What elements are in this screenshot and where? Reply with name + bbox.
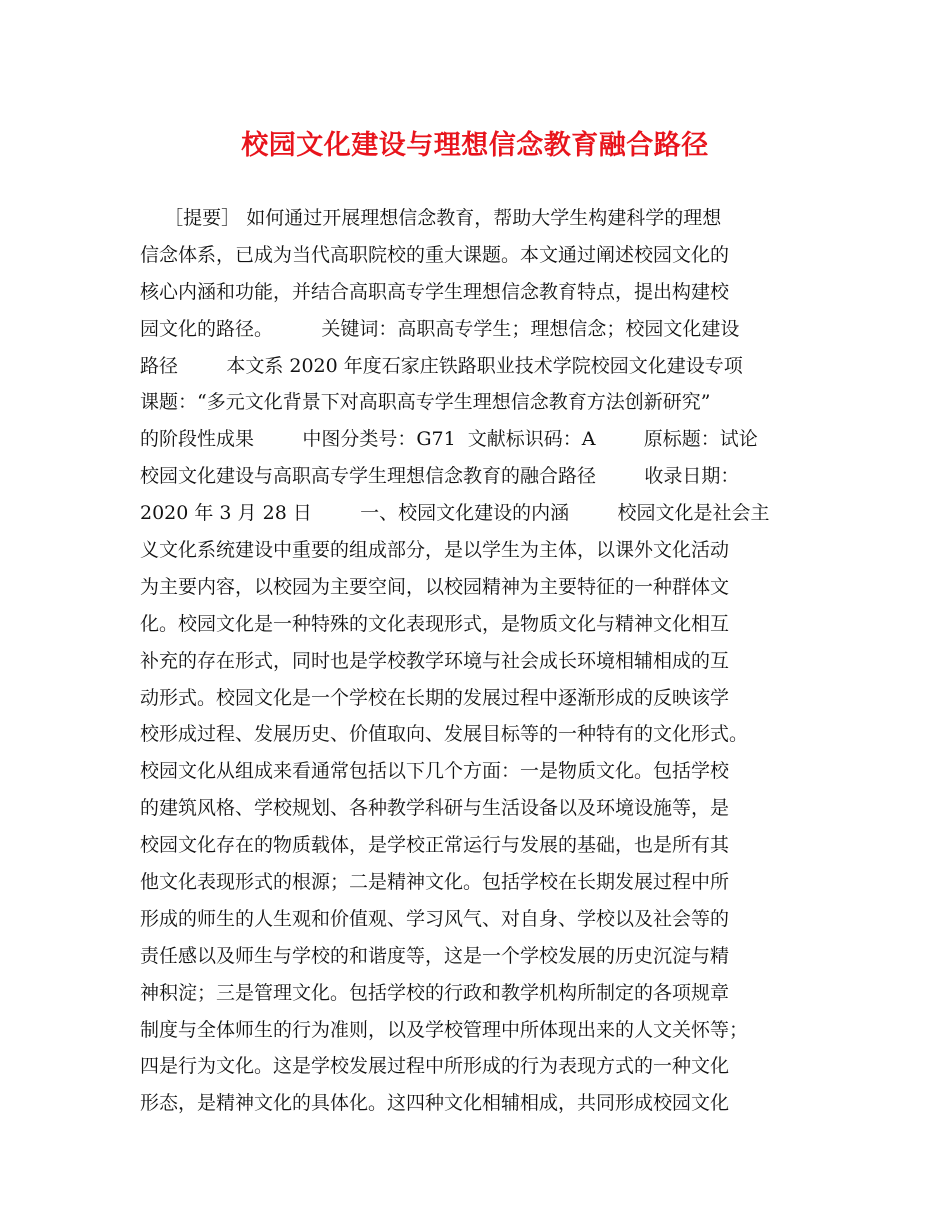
body-line: 四是行为文化。这是学校发展过程中所形成的行为表现方式的一种文化 [140,1055,730,1078]
document-body [140,200,820,1122]
body-line: ［提要］ 如何通过开展理想信念教育，帮助大学生构建科学的理想 [140,207,722,229]
body-line: 义文化系统建设中重要的组成部分，是以学生为主体，以课外文化活动 [140,539,730,562]
body-line: 动形式。校园文化是一个学校在长期的发展过程中逐渐形成的反映该学 [140,686,730,709]
body-line: 校园文化从组成来看通常包括以下几个方面：一是物质文化。包括学校 [140,760,730,783]
body-line: 的阶段性成果 中图分类号：G71 文献标识码：A 原标题：试论 [140,428,758,451]
body-line: 责任感以及师生与学校的和谐度等，这是一个学校发展的历史沉淀与精 [140,944,730,967]
body-line: 补充的存在形式，同时也是学校教学环境与社会成长环境相辅相成的互 [140,649,730,672]
body-line: 信念体系，已成为当代高职院校的重大课题。本文通过阐述校园文化的 [140,243,730,266]
body-line: 形成的师生的人生观和价值观、学习风气、对自身、学校以及社会等的 [140,907,730,930]
body-line: 园文化的路径。 关键词：高职高专学生；理想信念；校园文化建设 [140,317,740,340]
body-line: 校形成过程、发展历史、价值取向、发展目标等的一种特有的文化形式。 [140,723,749,746]
body-line: 化。校园文化是一种特殊的文化表现形式，是物质文化与精神文化相互 [140,612,730,635]
body-line: 神积淀；三是管理文化。包括学校的行政和教学机构所制定的各项规章 [140,981,730,1004]
body-line: 为主要内容，以校园为主要空间，以校园精神为主要特征的一种群体文 [140,575,730,598]
body-line: 制度与全体师生的行为准则，以及学校管理中所体现出来的人文关怀等； [140,1018,749,1041]
body-line: 校园文化建设与高职高专学生理想信念教育的融合路径 收录日期： [140,465,740,488]
body-line: 2020 年 3 月 28 日 一、校园文化建设的内涵 校园文化是社会主 [140,502,770,525]
body-line: 他文化表现形式的根源；二是精神文化。包括学校在长期发展过程中所 [140,871,730,894]
body-line: 路径 本文系 2020 年度石家庄铁路职业技术学院校园文化建设专项 [140,354,743,377]
document-title: 校园文化建设与理想信念教育融合路径 [241,130,709,161]
body-line: 课题：“多元文化背景下对高职高专学生理想信念教育方法创新研究” [140,391,711,414]
body-line: 校园文化存在的物质载体，是学校正常运行与发展的基础，也是所有其 [140,834,730,857]
body-line: 的建筑风格、学校规划、各种教学科研与生活设备以及环境设施等，是 [140,797,730,820]
body-line: 形态，是精神文化的具体化。这四种文化相辅相成，共同形成校园文化 [140,1092,730,1115]
body-line: 核心内涵和功能，并结合高职高专学生理想信念教育特点，提出构建校 [140,280,730,303]
